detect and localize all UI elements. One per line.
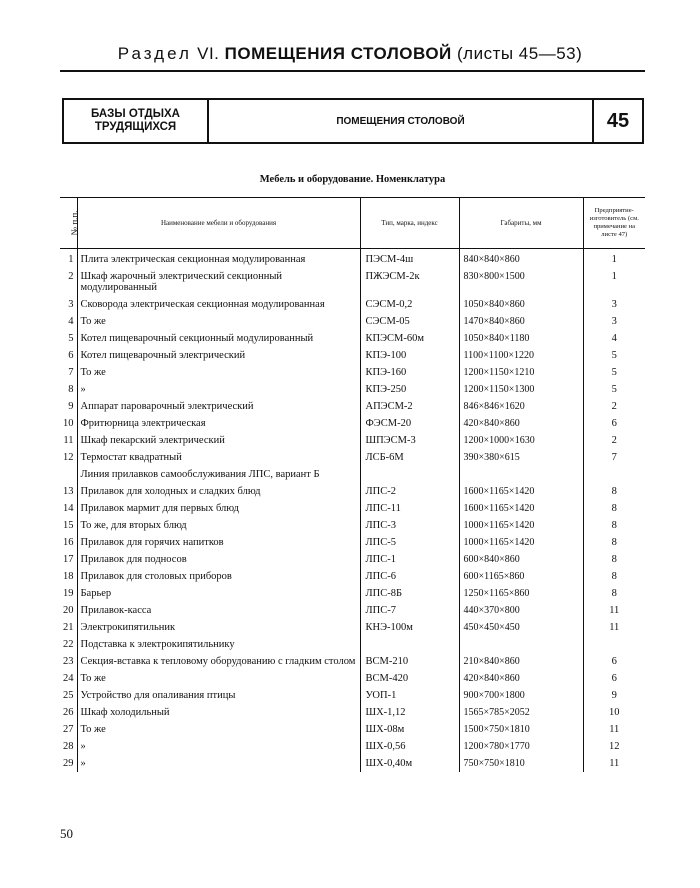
section-number: VI. <box>197 44 220 63</box>
row-maker: 2 <box>583 432 645 449</box>
row-maker: 11 <box>583 721 645 738</box>
row-dimensions: 450×450×450 <box>459 619 583 636</box>
row-type: ШХ-08м <box>360 721 459 738</box>
row-dimensions: 1200×780×1770 <box>459 738 583 755</box>
row-name: Термостат квадратный <box>77 449 360 466</box>
section-sheets: (листы 45—53) <box>457 44 583 63</box>
table-row <box>60 704 645 721</box>
table-body <box>60 249 645 773</box>
row-number: 29 <box>60 755 77 772</box>
row-type: КПЭ-160 <box>360 364 459 381</box>
row-maker: 8 <box>583 568 645 585</box>
column-header-name: Наименование мебели и оборудования <box>77 198 360 249</box>
row-dimensions: 420×840×860 <box>459 415 583 432</box>
row-number: 12 <box>60 449 77 466</box>
table-row <box>60 619 645 636</box>
row-dimensions: 1050×840×1180 <box>459 330 583 347</box>
row-name: » <box>77 755 360 772</box>
table-row <box>60 517 645 534</box>
row-maker: 8 <box>583 551 645 568</box>
row-name: Секция-вставка к тепловому оборудованию с гладким столом <box>77 653 360 670</box>
table-row <box>60 268 645 296</box>
table-row <box>60 313 645 330</box>
row-name: Плита электрическая секционная модулированная <box>77 249 360 269</box>
row-name: То же <box>77 364 360 381</box>
row-type: ЛПС-11 <box>360 500 459 517</box>
row-type: ЛПС-1 <box>360 551 459 568</box>
row-number: 15 <box>60 517 77 534</box>
row-name: Подставка к электрокипятильнику <box>77 636 360 653</box>
row-maker: 8 <box>583 500 645 517</box>
row-dimensions: 1200×1000×1630 <box>459 432 583 449</box>
table-row <box>60 249 645 269</box>
row-dimensions: 750×750×1810 <box>459 755 583 772</box>
row-dimensions: 1200×1150×1300 <box>459 381 583 398</box>
row-number: 3 <box>60 296 77 313</box>
row-name: Шкаф пекарский электрический <box>77 432 360 449</box>
table-row <box>60 636 645 653</box>
row-name: Котел пищеварочный электрический <box>77 347 360 364</box>
row-maker: 10 <box>583 704 645 721</box>
row-name: Устройство для опаливания птицы <box>77 687 360 704</box>
row-dimensions: 846×846×1620 <box>459 398 583 415</box>
table-row <box>60 534 645 551</box>
row-maker: 12 <box>583 738 645 755</box>
table-row <box>60 381 645 398</box>
row-dimensions: 1600×1165×1420 <box>459 483 583 500</box>
row-dimensions: 1600×1165×1420 <box>459 500 583 517</box>
row-name: Прилавок мармит для первых блюд <box>77 500 360 517</box>
row-maker: 4 <box>583 330 645 347</box>
row-type <box>360 636 459 653</box>
row-name: Линия прилавков самообслуживания ЛПС, вариант Б <box>77 466 360 483</box>
row-type: КПЭ-100 <box>360 347 459 364</box>
row-number: 4 <box>60 313 77 330</box>
title-block-category <box>64 100 209 142</box>
row-type: ШХ-0,56 <box>360 738 459 755</box>
section-name: ПОМЕЩЕНИЯ СТОЛОВОЙ <box>224 44 452 63</box>
table-row <box>60 415 645 432</box>
category-line-2: ТРУДЯЩИХСЯ <box>94 121 177 133</box>
row-dimensions: 1200×1150×1210 <box>459 364 583 381</box>
page-number: 50 <box>60 826 73 841</box>
row-number: 26 <box>60 704 77 721</box>
row-name: Прилавок для столовых приборов <box>77 568 360 585</box>
row-dimensions: 600×840×860 <box>459 551 583 568</box>
row-maker: 11 <box>583 755 645 772</box>
table-row <box>60 296 645 313</box>
table-row <box>60 585 645 602</box>
row-name: То же, для вторых блюд <box>77 517 360 534</box>
table-row <box>60 500 645 517</box>
row-maker: 1 <box>583 268 645 296</box>
row-name: То же <box>77 721 360 738</box>
row-maker: 8 <box>583 517 645 534</box>
row-maker: 5 <box>583 347 645 364</box>
table-row <box>60 364 645 381</box>
row-dimensions: 390×380×615 <box>459 449 583 466</box>
row-number: 20 <box>60 602 77 619</box>
table-row <box>60 466 645 483</box>
row-name: Электрокипятильник <box>77 619 360 636</box>
row-number: 1 <box>60 249 77 269</box>
table-row <box>60 330 645 347</box>
row-dimensions: 1000×1165×1420 <box>459 517 583 534</box>
row-type: ЛПС-6 <box>360 568 459 585</box>
row-type: СЭСМ-05 <box>360 313 459 330</box>
row-number: 24 <box>60 670 77 687</box>
row-maker: 5 <box>583 364 645 381</box>
row-type: ШХ-0,40м <box>360 755 459 772</box>
row-number: 16 <box>60 534 77 551</box>
row-dimensions: 1050×840×860 <box>459 296 583 313</box>
row-type: КНЭ-100м <box>360 619 459 636</box>
equipment-table <box>60 197 645 772</box>
row-maker: 7 <box>583 449 645 466</box>
column-header-dims: Габариты, мм <box>459 198 583 249</box>
row-number: 7 <box>60 364 77 381</box>
row-type: ЛСБ-6М <box>360 449 459 466</box>
row-maker: 8 <box>583 585 645 602</box>
row-type: ВСМ-420 <box>360 670 459 687</box>
row-type: КПЭ-250 <box>360 381 459 398</box>
table-row <box>60 602 645 619</box>
row-number: 19 <box>60 585 77 602</box>
row-dimensions: 420×840×860 <box>459 670 583 687</box>
table-row <box>60 670 645 687</box>
row-maker: 6 <box>583 670 645 687</box>
row-dimensions: 1470×840×860 <box>459 313 583 330</box>
row-maker: 3 <box>583 296 645 313</box>
row-name: Шкаф холодильный <box>77 704 360 721</box>
row-number <box>60 466 77 483</box>
column-header-maker: Предприятие-изготовитель (см. примечание на листе 47) <box>583 198 645 249</box>
row-type: ЛПС-3 <box>360 517 459 534</box>
row-maker <box>583 636 645 653</box>
table-caption: Мебель и оборудование. Номенклатура <box>259 174 446 185</box>
row-name: То же <box>77 670 360 687</box>
row-name: Прилавок для подносов <box>77 551 360 568</box>
row-maker: 5 <box>583 381 645 398</box>
row-number: 27 <box>60 721 77 738</box>
table-row <box>60 721 645 738</box>
row-name: Котел пищеварочный секционный модулированный <box>77 330 360 347</box>
row-number: 18 <box>60 568 77 585</box>
row-maker: 8 <box>583 483 645 500</box>
table-row <box>60 347 645 364</box>
row-number: 22 <box>60 636 77 653</box>
row-dimensions <box>459 636 583 653</box>
row-number: 9 <box>60 398 77 415</box>
row-number: 8 <box>60 381 77 398</box>
row-maker: 11 <box>583 602 645 619</box>
row-type: ЛПС-5 <box>360 534 459 551</box>
table-row <box>60 432 645 449</box>
row-number: 6 <box>60 347 77 364</box>
table-row <box>60 687 645 704</box>
row-maker: 2 <box>583 398 645 415</box>
row-number: 2 <box>60 268 77 296</box>
row-dimensions: 600×1165×860 <box>459 568 583 585</box>
row-dimensions: 900×700×1800 <box>459 687 583 704</box>
row-maker: 1 <box>583 249 645 269</box>
table-row <box>60 398 645 415</box>
row-dimensions: 440×370×800 <box>459 602 583 619</box>
table-row <box>60 755 645 772</box>
section-prefix: Раздел <box>117 44 192 63</box>
row-name: Сковорода электрическая секционная модулированная <box>77 296 360 313</box>
row-type: ШПЭСМ-3 <box>360 432 459 449</box>
table-header-row <box>60 198 645 249</box>
row-name: Барьер <box>77 585 360 602</box>
row-type: УОП-1 <box>360 687 459 704</box>
row-number: 14 <box>60 500 77 517</box>
row-type: ПЖЭСМ-2к <box>360 268 459 296</box>
row-name: Прилавок для горячих напитков <box>77 534 360 551</box>
row-number: 28 <box>60 738 77 755</box>
row-dimensions: 1100×1100×1220 <box>459 347 583 364</box>
row-number: 5 <box>60 330 77 347</box>
row-name: То же <box>77 313 360 330</box>
row-number: 17 <box>60 551 77 568</box>
row-number: 25 <box>60 687 77 704</box>
row-dimensions: 840×840×860 <box>459 249 583 269</box>
section-title <box>60 44 640 64</box>
row-type: ПЭСМ-4ш <box>360 249 459 269</box>
row-name: Прилавок для холодных и сладких блюд <box>77 483 360 500</box>
row-dimensions: 1500×750×1810 <box>459 721 583 738</box>
row-type: КПЭСМ-60м <box>360 330 459 347</box>
row-type: ЛПС-7 <box>360 602 459 619</box>
row-name: Аппарат пароварочный электрический <box>77 398 360 415</box>
row-name: Прилавок-касса <box>77 602 360 619</box>
row-dimensions <box>459 466 583 483</box>
row-dimensions: 210×840×860 <box>459 653 583 670</box>
row-maker: 11 <box>583 619 645 636</box>
row-type <box>360 466 459 483</box>
row-type: ШХ-1,12 <box>360 704 459 721</box>
row-maker: 6 <box>583 653 645 670</box>
row-name: Шкаф жарочный электрический секционный модулированный <box>77 268 360 296</box>
row-maker: 8 <box>583 534 645 551</box>
sheet-number: 45 <box>592 100 642 142</box>
row-number: 23 <box>60 653 77 670</box>
table-row <box>60 483 645 500</box>
row-type: ФЭСМ-20 <box>360 415 459 432</box>
row-dimensions: 1565×785×2052 <box>459 704 583 721</box>
title-block-center: ПОМЕЩЕНИЯ СТОЛОВОЙ <box>336 115 465 127</box>
row-type: ЛПС-8Б <box>360 585 459 602</box>
title-block <box>62 98 644 144</box>
row-name: Фритюрница электрическая <box>77 415 360 432</box>
row-maker: 9 <box>583 687 645 704</box>
table-row <box>60 653 645 670</box>
row-type: АПЭСМ-2 <box>360 398 459 415</box>
column-header-num: № п.п. <box>60 198 77 249</box>
row-number: 10 <box>60 415 77 432</box>
row-maker: 3 <box>583 313 645 330</box>
row-name: » <box>77 381 360 398</box>
header-rule <box>60 70 645 72</box>
table-row <box>60 449 645 466</box>
row-dimensions: 830×800×1500 <box>459 268 583 296</box>
category-line-1: БАЗЫ ОТДЫХА <box>91 108 180 120</box>
table-row <box>60 568 645 585</box>
row-number: 21 <box>60 619 77 636</box>
row-dimensions: 1000×1165×1420 <box>459 534 583 551</box>
row-dimensions: 1250×1165×860 <box>459 585 583 602</box>
row-name: » <box>77 738 360 755</box>
row-type: ЛПС-2 <box>360 483 459 500</box>
table-row <box>60 551 645 568</box>
row-type: ВСМ-210 <box>360 653 459 670</box>
table-row <box>60 738 645 755</box>
column-header-type: Тип, марка, индекс <box>360 198 459 249</box>
row-number: 13 <box>60 483 77 500</box>
row-type: СЭСМ-0,2 <box>360 296 459 313</box>
row-number: 11 <box>60 432 77 449</box>
row-maker <box>583 466 645 483</box>
row-maker: 6 <box>583 415 645 432</box>
